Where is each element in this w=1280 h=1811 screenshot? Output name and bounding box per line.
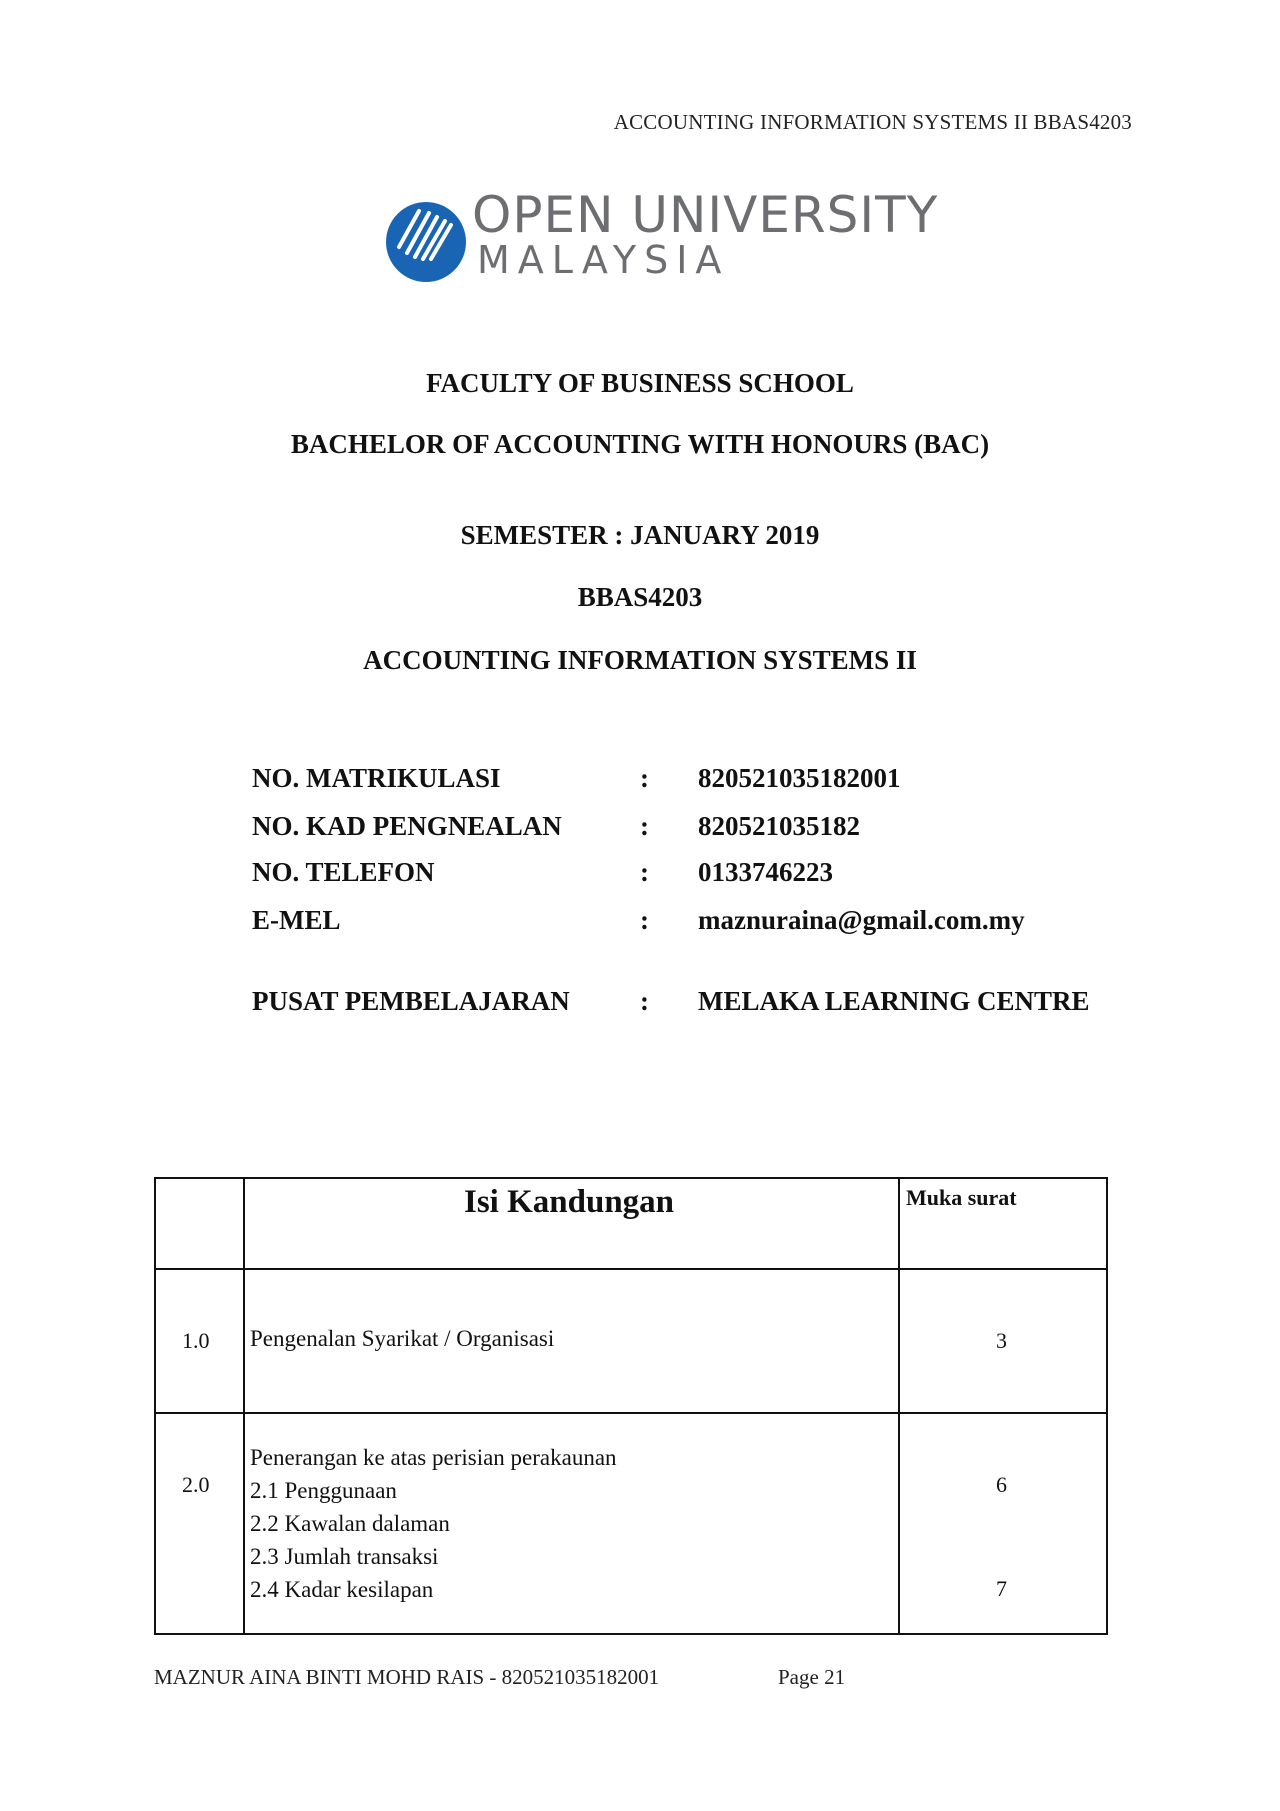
course-code: BBAS4203 <box>577 582 703 612</box>
toc-row-page: 7 <box>996 1576 1007 1601</box>
table-divider <box>898 1179 900 1633</box>
course-title: ACCOUNTING INFORMATION SYSTEMS II <box>363 645 917 675</box>
info-label-centre: PUSAT PEMBELAJARAN <box>252 986 570 1016</box>
info-value-email: maznuraina@gmail.com.my <box>698 905 1025 935</box>
footer-author: MAZNUR AINA BINTI MOHD RAIS - 820521035182001 <box>154 1665 660 1689</box>
toc-row-subtext: 2.4 Kadar kesilapan <box>250 1577 434 1602</box>
toc-row-subtext: 2.3 Jumlah transaksi <box>250 1544 439 1569</box>
faculty-title: FACULTY OF BUSINESS SCHOOL <box>426 368 854 398</box>
info-value-ic: 820521035182 <box>698 811 860 841</box>
toc-heading: Isi Kandungan <box>464 1184 675 1220</box>
logo-emblem-icon <box>385 201 467 283</box>
table-divider <box>243 1179 245 1633</box>
running-header: ACCOUNTING INFORMATION SYSTEMS II BBAS4203 <box>613 110 1132 134</box>
toc-row-subtext: 2.1 Penggunaan <box>250 1478 397 1503</box>
info-colon: : <box>640 763 649 793</box>
logo-wordmark-bottom: MALAYSIA <box>477 238 730 282</box>
programme-title: BACHELOR OF ACCOUNTING WITH HONOURS (BAC) <box>290 429 990 459</box>
info-label-ic: NO. KAD PENGNEALAN <box>252 811 562 841</box>
info-value-centre: MELAKA LEARNING CENTRE <box>698 986 1090 1016</box>
info-colon: : <box>640 986 649 1016</box>
toc-row-subtext: 2.2 Kawalan dalaman <box>250 1511 450 1536</box>
info-colon: : <box>640 905 649 935</box>
info-label-matric: NO. MATRIKULASI <box>252 763 501 793</box>
toc-row-text: Pengenalan Syarikat / Organisasi <box>250 1326 555 1351</box>
footer-page-number: Page 21 <box>778 1665 846 1689</box>
info-colon: : <box>640 811 649 841</box>
info-colon: : <box>640 857 649 887</box>
table-of-contents <box>154 1177 1108 1635</box>
table-divider <box>156 1268 1106 1270</box>
semester-title: SEMESTER : JANUARY 2019 <box>460 520 820 550</box>
toc-row-number: 1.0 <box>182 1328 210 1353</box>
toc-row-page: 6 <box>996 1472 1007 1497</box>
toc-row-text: Penerangan ke atas perisian perakaunan <box>250 1445 617 1470</box>
toc-row-number: 2.0 <box>182 1472 210 1497</box>
info-value-phone: 0133746223 <box>698 857 833 887</box>
info-value-matric: 820521035182001 <box>698 763 901 793</box>
toc-row-page: 3 <box>996 1328 1007 1353</box>
table-divider <box>156 1412 1106 1414</box>
toc-page-heading: Muka surat <box>906 1185 1017 1210</box>
info-label-email: E-MEL <box>252 905 341 935</box>
info-label-phone: NO. TELEFON <box>252 857 435 887</box>
university-logo <box>385 186 939 286</box>
logo-wordmark-top: OPEN UNIVERSITY <box>472 186 939 244</box>
